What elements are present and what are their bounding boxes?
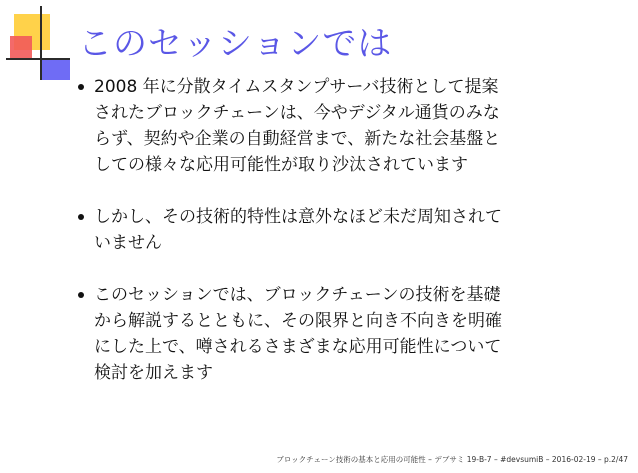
bullet-text: しかし、その技術的特性は意外なほど未だ周知されて いません: [94, 207, 502, 253]
slide-title: このセッションでは: [78, 24, 393, 64]
bullet-dot-icon: [78, 84, 84, 90]
bullet-item: [94, 74, 594, 178]
decorative-horizontal-line: [6, 58, 70, 60]
decorative-blue-rectangle: [40, 60, 70, 80]
bullet-item: [94, 282, 594, 386]
bullet-dot-icon: [78, 214, 84, 220]
bullet-text: 2008 年に分散タイムスタンプサーバ技術として提案 されたブロックチェーンは、今やデジタル通貨のみな らず、契約や企業の自動経営まで、新たな社会基盤と しての様々な応用可能性が取り沙汰されています: [94, 77, 501, 175]
bullet-list: [94, 74, 594, 412]
decorative-red-square: [10, 36, 32, 58]
bullet-text: このセッションでは、ブロックチェーンの技術を基礎 から解説するとともに、その限界と向き不向きを明確 にした上で、噂されるさまざまな応用可能性について 検討を加えます: [94, 285, 502, 383]
decorative-vertical-line: [40, 6, 42, 80]
slide-footer: ブロックチェーン技術の基本と応用の可能性 – デブサミ 19-B-7 – #devsumiB – 2016-02-19 – p.2/47: [276, 455, 628, 464]
bullet-item: [94, 204, 594, 256]
bullet-dot-icon: [78, 292, 84, 298]
